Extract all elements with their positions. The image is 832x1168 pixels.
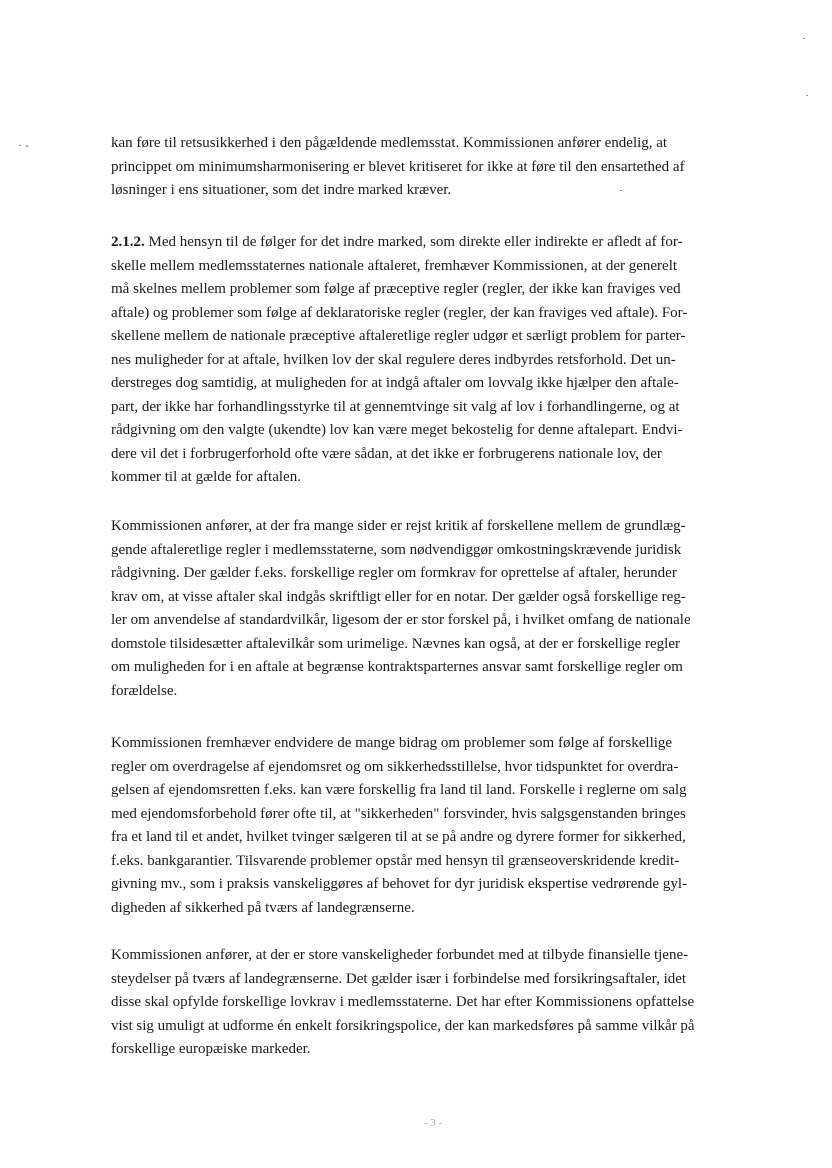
text-line: må skelnes mellem problemer som følge af præceptive regler (regler, der ikke kan fraviges ved <box>111 281 681 297</box>
text-line: krav om, at visse aftaler skal indgås skriftligt eller for en notar. Der gælder også forskellige reg- <box>111 588 686 605</box>
text-line: om muligheden for i en aftale at begrænse kontraktsparternes ansvar samt forskellige regler om <box>111 659 683 675</box>
text-line <box>111 231 759 255</box>
scan-speck <box>620 190 622 191</box>
text-line: skellene mellem de nationale præceptive aftaleretlige regler udgør et særligt problem for parter- <box>111 328 686 344</box>
text-line: domstole tilsidesætter aftalevilkår som urimelige. Nævnes kan også, at der er forskellige regler <box>111 635 681 652</box>
text-line: givning mv., som i praksis vanskeliggøres af behovet for dyr juridisk ekspertise vedrørende gyl- <box>111 876 687 892</box>
text-line: fra et land til et andet, hvilket tvinger sælgeren til at se på andre og dyrere former for sikkerhed, <box>111 829 686 845</box>
text-line: aftale) og problemer som følge af deklaratoriske regler (regler, der kan fraviges ved aftale). For- <box>111 304 688 321</box>
text-line: dere vil det i forbrugerforhold ofte være sådan, at det ikke er forbrugerens nationale lov, der <box>111 445 662 462</box>
text-line: løsninger i ens situationer, som det indre marked kræver. <box>111 182 452 198</box>
text-line: forældelse. <box>111 682 178 699</box>
text-line: ler om anvendelse af standardvilkår, ligesom der er stor forskel på, i hvilket omfang de nationale <box>111 612 691 628</box>
text-line: Kommissionen anfører, at der fra mange sider er rejst kritik af forskellene mellem de grundlæg- <box>111 518 686 534</box>
text-line: rådgivning. Der gælder f.eks. forskellige regler om formkrav for oprettelse af aftaler, herunder <box>111 565 677 581</box>
page-number: - 3 - <box>424 1117 443 1129</box>
paragraph-2-1-2 <box>111 231 759 490</box>
text-line: kommer til at gælde for aftalen. <box>111 469 301 485</box>
text-line: Kommissionen fremhæver endvidere de mange bidrag om problemer som følge af forskellige <box>111 735 673 751</box>
text-line: forskellige europæiske markeder. <box>111 1041 311 1057</box>
text-line: vist sig umuligt at udforme én enkelt forsikringspolice, der kan markedsføres på samme vilkår på <box>111 1017 695 1034</box>
text-line-content: Med hensyn til de følger for det indre marked, som direkte eller indirekte er afledt af for- <box>148 234 683 250</box>
text-line: derstreges dog samtidig, at muligheden for at indgå aftaler om lovvalg ikke hjælper den aftale- <box>111 375 679 391</box>
text-line: Kommissionen anfører, at der er store vanskeligheder forbundet med at tilbyde finansielle tjene- <box>111 947 689 963</box>
text-line: nes muligheder for at aftale, hvilken lov der skal regulere deres indbyrdes retsforhold. Det un- <box>111 351 676 368</box>
text-line: skelle mellem medlemsstaternes nationale aftaleret, fremhæver Kommissionen, at der generelt <box>111 257 678 274</box>
paragraph-1 <box>111 132 759 203</box>
text-line: part, der ikke har forhandlingsstyrke til at gennemtvinge sit valg af lov i forhandlingerne, og at <box>111 398 680 415</box>
text-line: digheden af sikkerhed på tværs af landegrænserne. <box>111 899 415 916</box>
text-line: princippet om minimumsharmonisering er blevet kritiseret for ikke at føre til den ensartethed af <box>111 158 685 175</box>
text-line: med ejendomsforbehold fører ofte til, at "sikkerheden" forsvinder, hvis salgsgenstanden bringes <box>111 805 686 822</box>
margin-mark: · - <box>18 138 29 152</box>
text-line: f.eks. bankgarantier. Tilsvarende problemer opstår med hensyn til grænseoverskridende kredit- <box>111 852 680 869</box>
text-line: regler om overdragelse af ejendomsret og om sikkerhedsstillelse, hvor tidspunktet for overdra- <box>111 758 679 775</box>
paragraph-3 <box>111 515 759 703</box>
paragraph-5 <box>111 944 759 1062</box>
scan-speck <box>803 38 805 39</box>
text-line: disse skal opfylde forskellige lovkrav i medlemsstaterne. Det har efter Kommissionens opfattelse <box>111 994 695 1010</box>
text-line: rådgivning om den valgte (ukendte) lov kan være meget bekostelig for denne aftalepart. Endvi- <box>111 422 683 438</box>
scan-speck <box>806 95 808 96</box>
text-line: gelsen af ejendomsretten f.eks. kan være forskellig fra land til land. Forskelle i reglerne om salg <box>111 782 687 798</box>
paragraph-4 <box>111 732 759 920</box>
section-number: 2.1.2. <box>111 234 145 250</box>
text-line: kan føre til retsusikkerhed i den pågældende medlemsstat. Kommissionen anfører endelig, at <box>111 135 668 151</box>
text-line: gende aftaleretlige regler i medlemsstaterne, som nødvendiggør omkostningskrævende juridisk <box>111 541 682 558</box>
text-line: steydelser på tværs af landegrænserne. Det gælder især i forbindelse med forsikringsaftaler, idet <box>111 970 687 987</box>
